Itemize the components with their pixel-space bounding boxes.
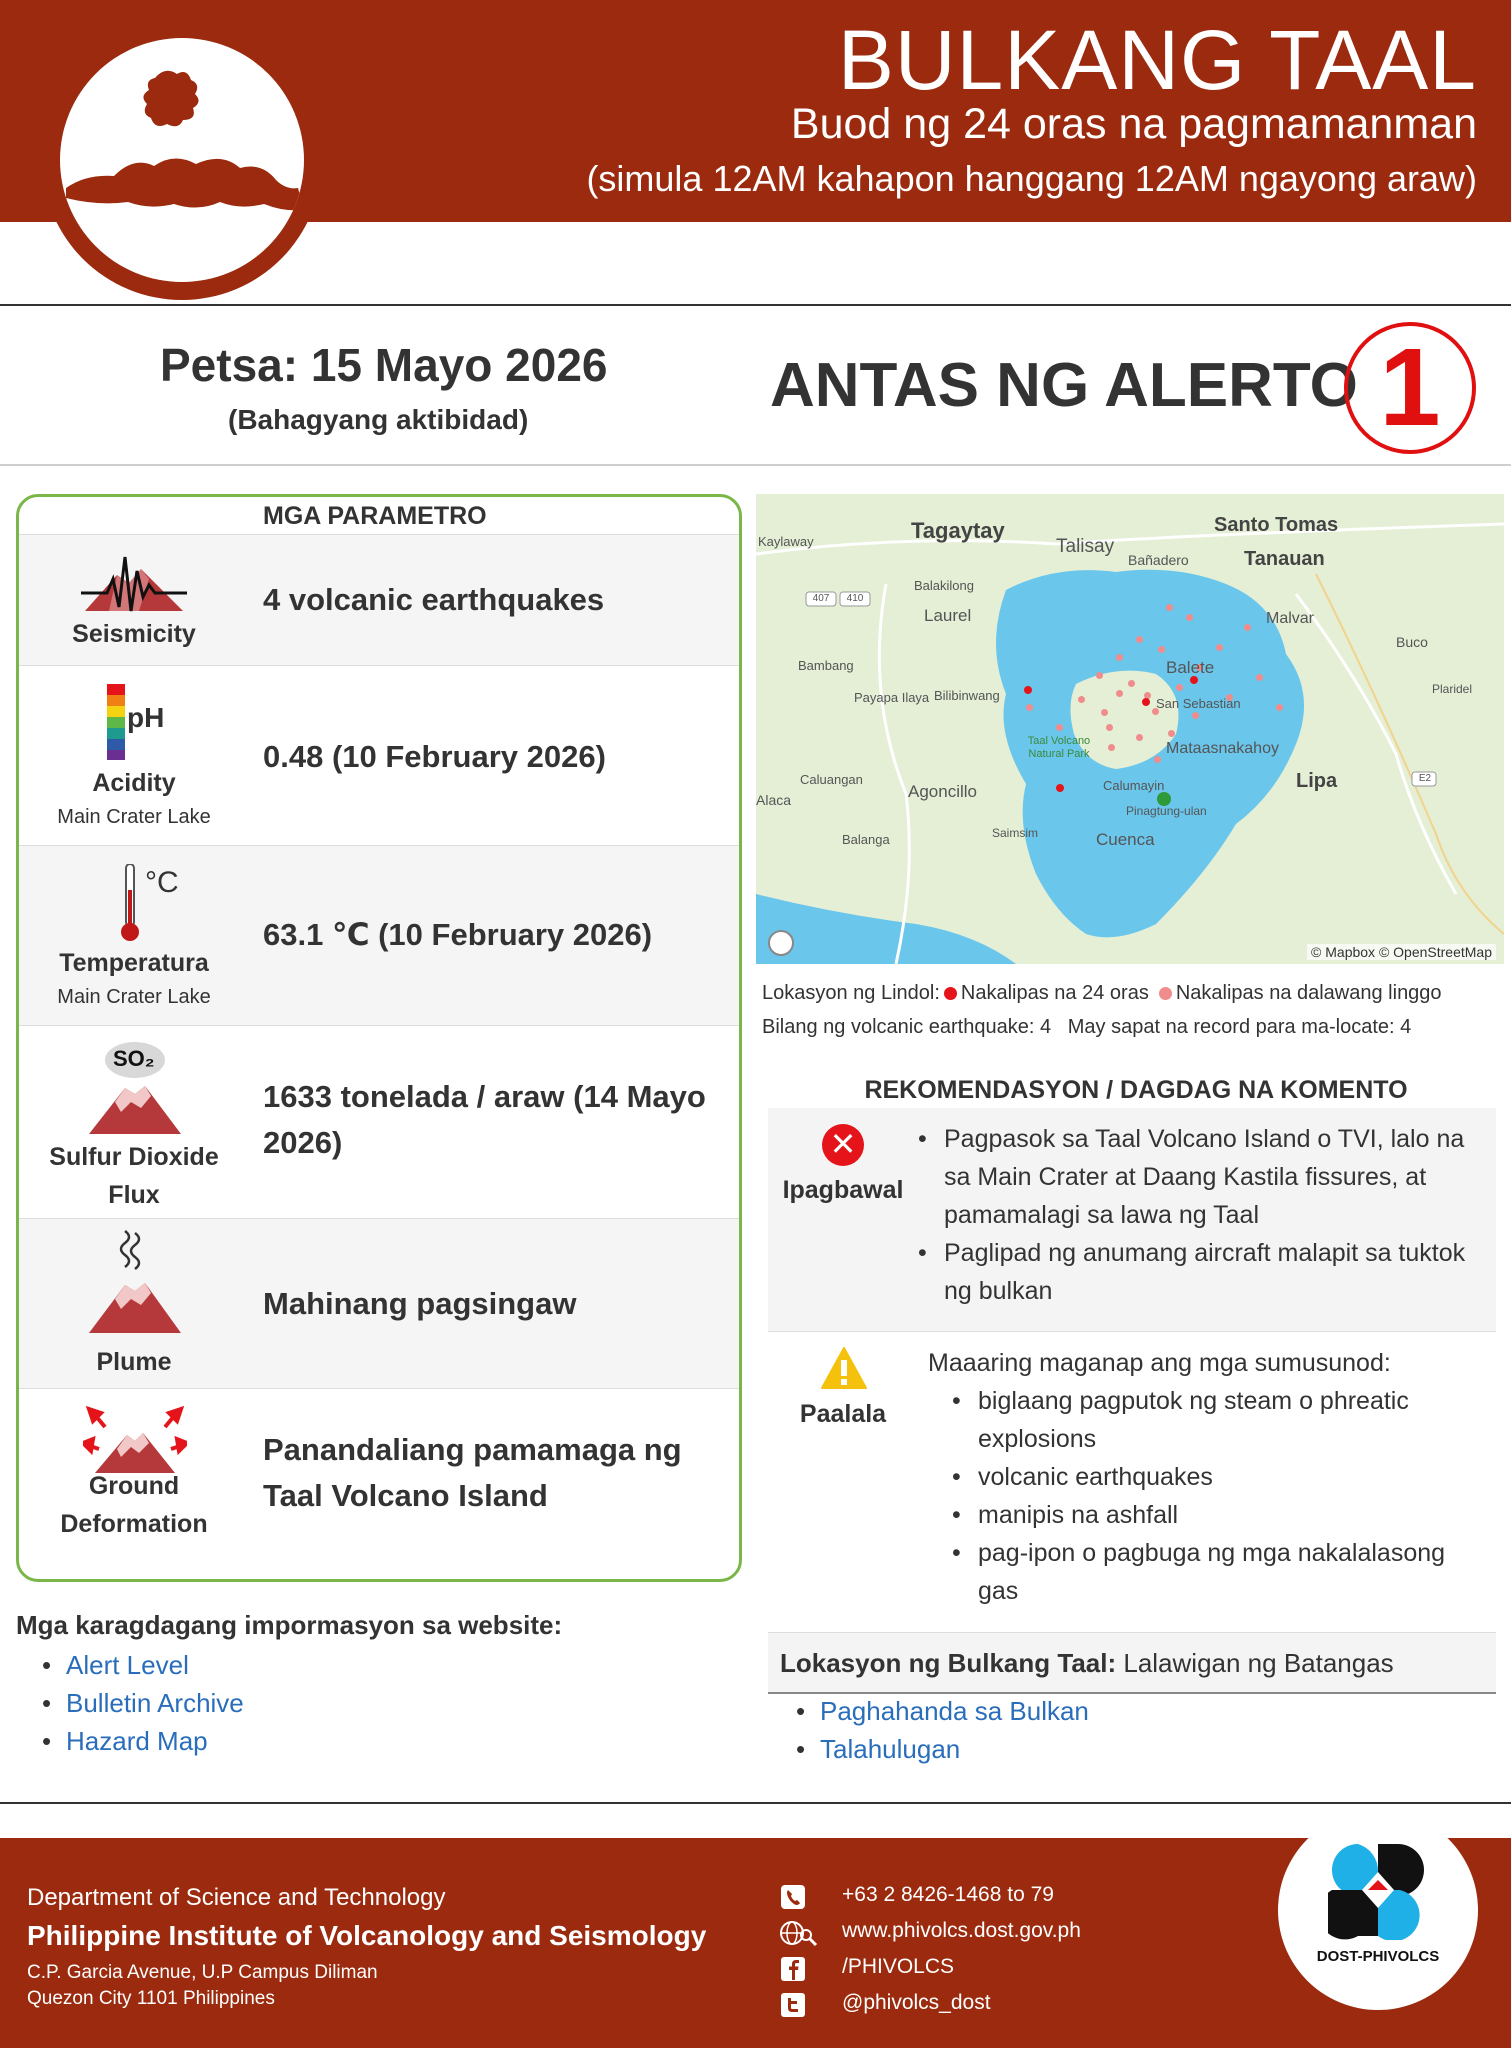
link-hazard-map[interactable]: • Hazard Map [16,1722,244,1760]
location-label: Lokasyon ng Bulkang Taal: [780,1648,1117,1678]
parameter-label: Ground Deformation [60,1472,208,1538]
more-info-links [16,1646,244,1760]
link-alert-level[interactable]: • Alert Level [16,1646,244,1684]
parameter-row-acidity [19,666,739,846]
map-label: Malvar [1266,610,1315,627]
map-legend-older: Nakalipas na dalawang linggo [1175,982,1442,1004]
map-label: Bambang [798,658,854,673]
map-label: Saimsim [992,826,1039,840]
parameters-title: MGA PARAMETRO [19,497,739,535]
list-item: • biglaang pagputok ng steam o phreatic explosions [952,1382,1472,1458]
map-label: Buco [1396,634,1428,650]
twitter-icon [780,1992,806,2018]
link-paghahanda[interactable]: • Paghahanda sa Bulkan [770,1692,1089,1730]
footer-address-line1: C.P. Garcia Avenue, U.P Campus Diliman [27,1962,378,1983]
footer-logo-text: DOST-PHIVOLCS [1316,1948,1440,1965]
map-label: Santo Tomas [1214,514,1339,536]
mapbox-logo-icon [768,930,794,956]
page-subtitle: Buod ng 24 oras na pagmamanman [790,100,1477,148]
map-label: Alaca [756,792,792,808]
more-info-title: Mga karagdagang impormasyon sa website: [16,1610,563,1640]
phone-icon [780,1884,806,1910]
bulletin-date: Petsa: 15 Mayo 2026 [160,339,608,391]
list-item: • Paglipad ng anumang aircraft malapit sa tuktok ng bulkan [918,1234,1478,1310]
parameters-panel [16,494,742,1582]
location-links [770,1692,1089,1768]
parameter-label: Plume [96,1348,172,1376]
road-label: E2 [1418,773,1432,784]
earthquake-map[interactable] [756,494,1504,964]
page-title: BULKANG TAAL [837,13,1477,107]
map-labels-layer [756,494,1504,964]
phivolcs-emblem-icon [1328,1840,1428,1940]
map-label: Kaylaway [758,534,814,549]
parameter-value-plume: Mahinang pagsingaw [263,1286,577,1321]
parameter-value-seismicity: 4 volcanic earthquakes [263,582,605,617]
parameter-value-acidity: 0.48 (10 February 2026) [263,739,606,774]
parameter-label: Sulfur Dioxide Flux [49,1143,219,1209]
warning-icon [820,1346,868,1390]
link-talahulugan[interactable]: • Talahulugan [770,1730,1089,1768]
parameter-row-temperature [19,846,739,1026]
map-attribution: © Mapbox © OpenStreetMap [1307,944,1496,960]
parameter-label: Seismicity [72,620,196,648]
footer-divider [0,1802,1511,1804]
map-label: Tagaytay [911,518,1005,543]
ph-icon-text: pH [127,702,165,733]
map-label: Balakilong [914,578,974,593]
contact-twitter-text[interactable]: @phivolcs_dost [842,1991,991,2014]
map-label: Balete [1166,658,1215,677]
alert-level-badge: 1 [1344,322,1476,454]
rec-paalala [768,1332,1496,1634]
map-counts: Bilang ng volcanic earthquake: 4 May sapat na record para ma-locate: 4 [762,1016,1412,1038]
rec-paalala-label: Paalala [799,1400,887,1428]
contact-phone-text: +63 2 8426-1468 to 79 [842,1883,1054,1906]
map-label: Bilibinwang [934,688,1000,703]
footer-department: Department of Science and Technology [27,1884,446,1911]
parameter-sublabel: Main Crater Lake [57,986,211,1008]
map-label: Bañadero [1128,552,1189,568]
road-label: 407 [812,593,830,604]
volcano-location [768,1632,1496,1694]
map-label: San Sebastian [1156,696,1241,711]
map-label: Taal Volcano Natural Park [1027,735,1091,760]
map-legend-recent: Nakalipas na 24 oras [960,982,1149,1004]
older-quake-dot-icon [1159,987,1172,1000]
rec-paalala-list [952,1382,1472,1610]
road-label: 410 [846,593,864,604]
list-item: • manipis na ashfall [952,1496,1472,1534]
map-label: Caluangan [800,772,863,787]
map-legend-prefix: Lokasyon ng Lindol: [762,982,940,1004]
map-label: Laurel [924,606,972,625]
map-label: Pinagtung-ulan [1126,804,1207,818]
parameter-value-temperature: 63.1 ℃ (10 February 2026) [263,917,653,952]
recommendations-title: REKOMENDASYON / DAGDAG NA KOMENTO [864,1076,1408,1104]
map-label: Payapa Ilaya [854,690,930,705]
list-item: • pag-ipon o pagbuga ng mga nakalalasong gas [952,1534,1472,1610]
list-item: • volcanic earthquakes [952,1458,1472,1496]
map-label: Balanga [842,832,890,847]
map-label: Mataasnakahoy [1166,740,1279,757]
parameter-row-deformation [19,1389,739,1567]
footer-institute: Philippine Institute of Volcanology and Seismology [27,1920,707,1951]
recommendations-box [768,1108,1496,1690]
rec-ipagbawal-label: Ipagbawal [782,1176,904,1204]
page-subtitle-range: (simula 12AM kahapon hanggang 12AM ngayong araw) [586,158,1477,199]
map-label: Talisay [1056,536,1115,557]
celsius-icon-text: °C [145,866,179,899]
parameter-row-seismicity [19,535,739,666]
parameter-label: Temperatura [59,949,209,977]
recent-quake-dot-icon [944,987,957,1000]
rec-ipagbawal-list [918,1120,1478,1310]
rec-ipagbawal [768,1108,1496,1332]
globe-search-icon [780,1920,820,1946]
contact-website-text[interactable]: www.phivolcs.dost.gov.ph [842,1919,1081,1942]
activity-description: (Bahagyang aktibidad) [228,404,529,435]
contact-website[interactable] [780,1916,1220,1950]
contact-twitter[interactable] [780,1988,1220,2022]
parameter-value-so2: 1633 tonelada / araw (14 Mayo 2026) [263,1079,706,1160]
parameter-row-plume [19,1219,739,1389]
parameter-label: Acidity [92,769,176,797]
parameter-sublabel: Main Crater Lake [57,806,211,828]
link-bulletin-archive[interactable]: • Bulletin Archive [16,1684,244,1722]
rec-paalala-intro: Maaaring maganap ang mga sumusunod: [928,1349,1391,1377]
location-value: Lalawigan ng Batangas [1123,1648,1394,1678]
footer-address-line2: Quezon City 1101 Philippines [27,1988,275,2009]
list-item: • Pagpasok sa Taal Volcano Island o TVI, lalo na sa Main Crater at Daang Kastila fissures, at pamamalagi sa lawa ng Taal [918,1120,1478,1234]
alert-level-label: ANTAS NG ALERTO [770,351,1358,420]
dost-phivolcs-logo [1278,1810,1478,2010]
map-label: Calumayin [1103,778,1165,793]
contact-facebook-text[interactable]: /PHIVOLCS [842,1955,955,1978]
prohibited-icon: ✕ [822,1124,864,1166]
contact-phone [780,1880,1220,1914]
map-legend [762,982,1442,1005]
map-label: Agoncillo [908,782,977,801]
map-label: Plaridel [1432,682,1473,696]
parameter-value-deformation: Panandaliang pamamaga ng Taal Volcano Island [263,1432,682,1513]
contact-facebook[interactable] [780,1952,1220,1986]
facebook-icon [780,1956,806,1982]
volcano-island-icon [60,38,304,282]
date-alert-band [0,306,1511,466]
so2-icon-text: SO₂ [113,1046,155,1071]
map-label: Lipa [1296,770,1338,792]
map-label: Cuenca [1096,830,1155,849]
map-label: Tanauan [1244,548,1325,570]
parameter-row-so2 [19,1026,739,1219]
